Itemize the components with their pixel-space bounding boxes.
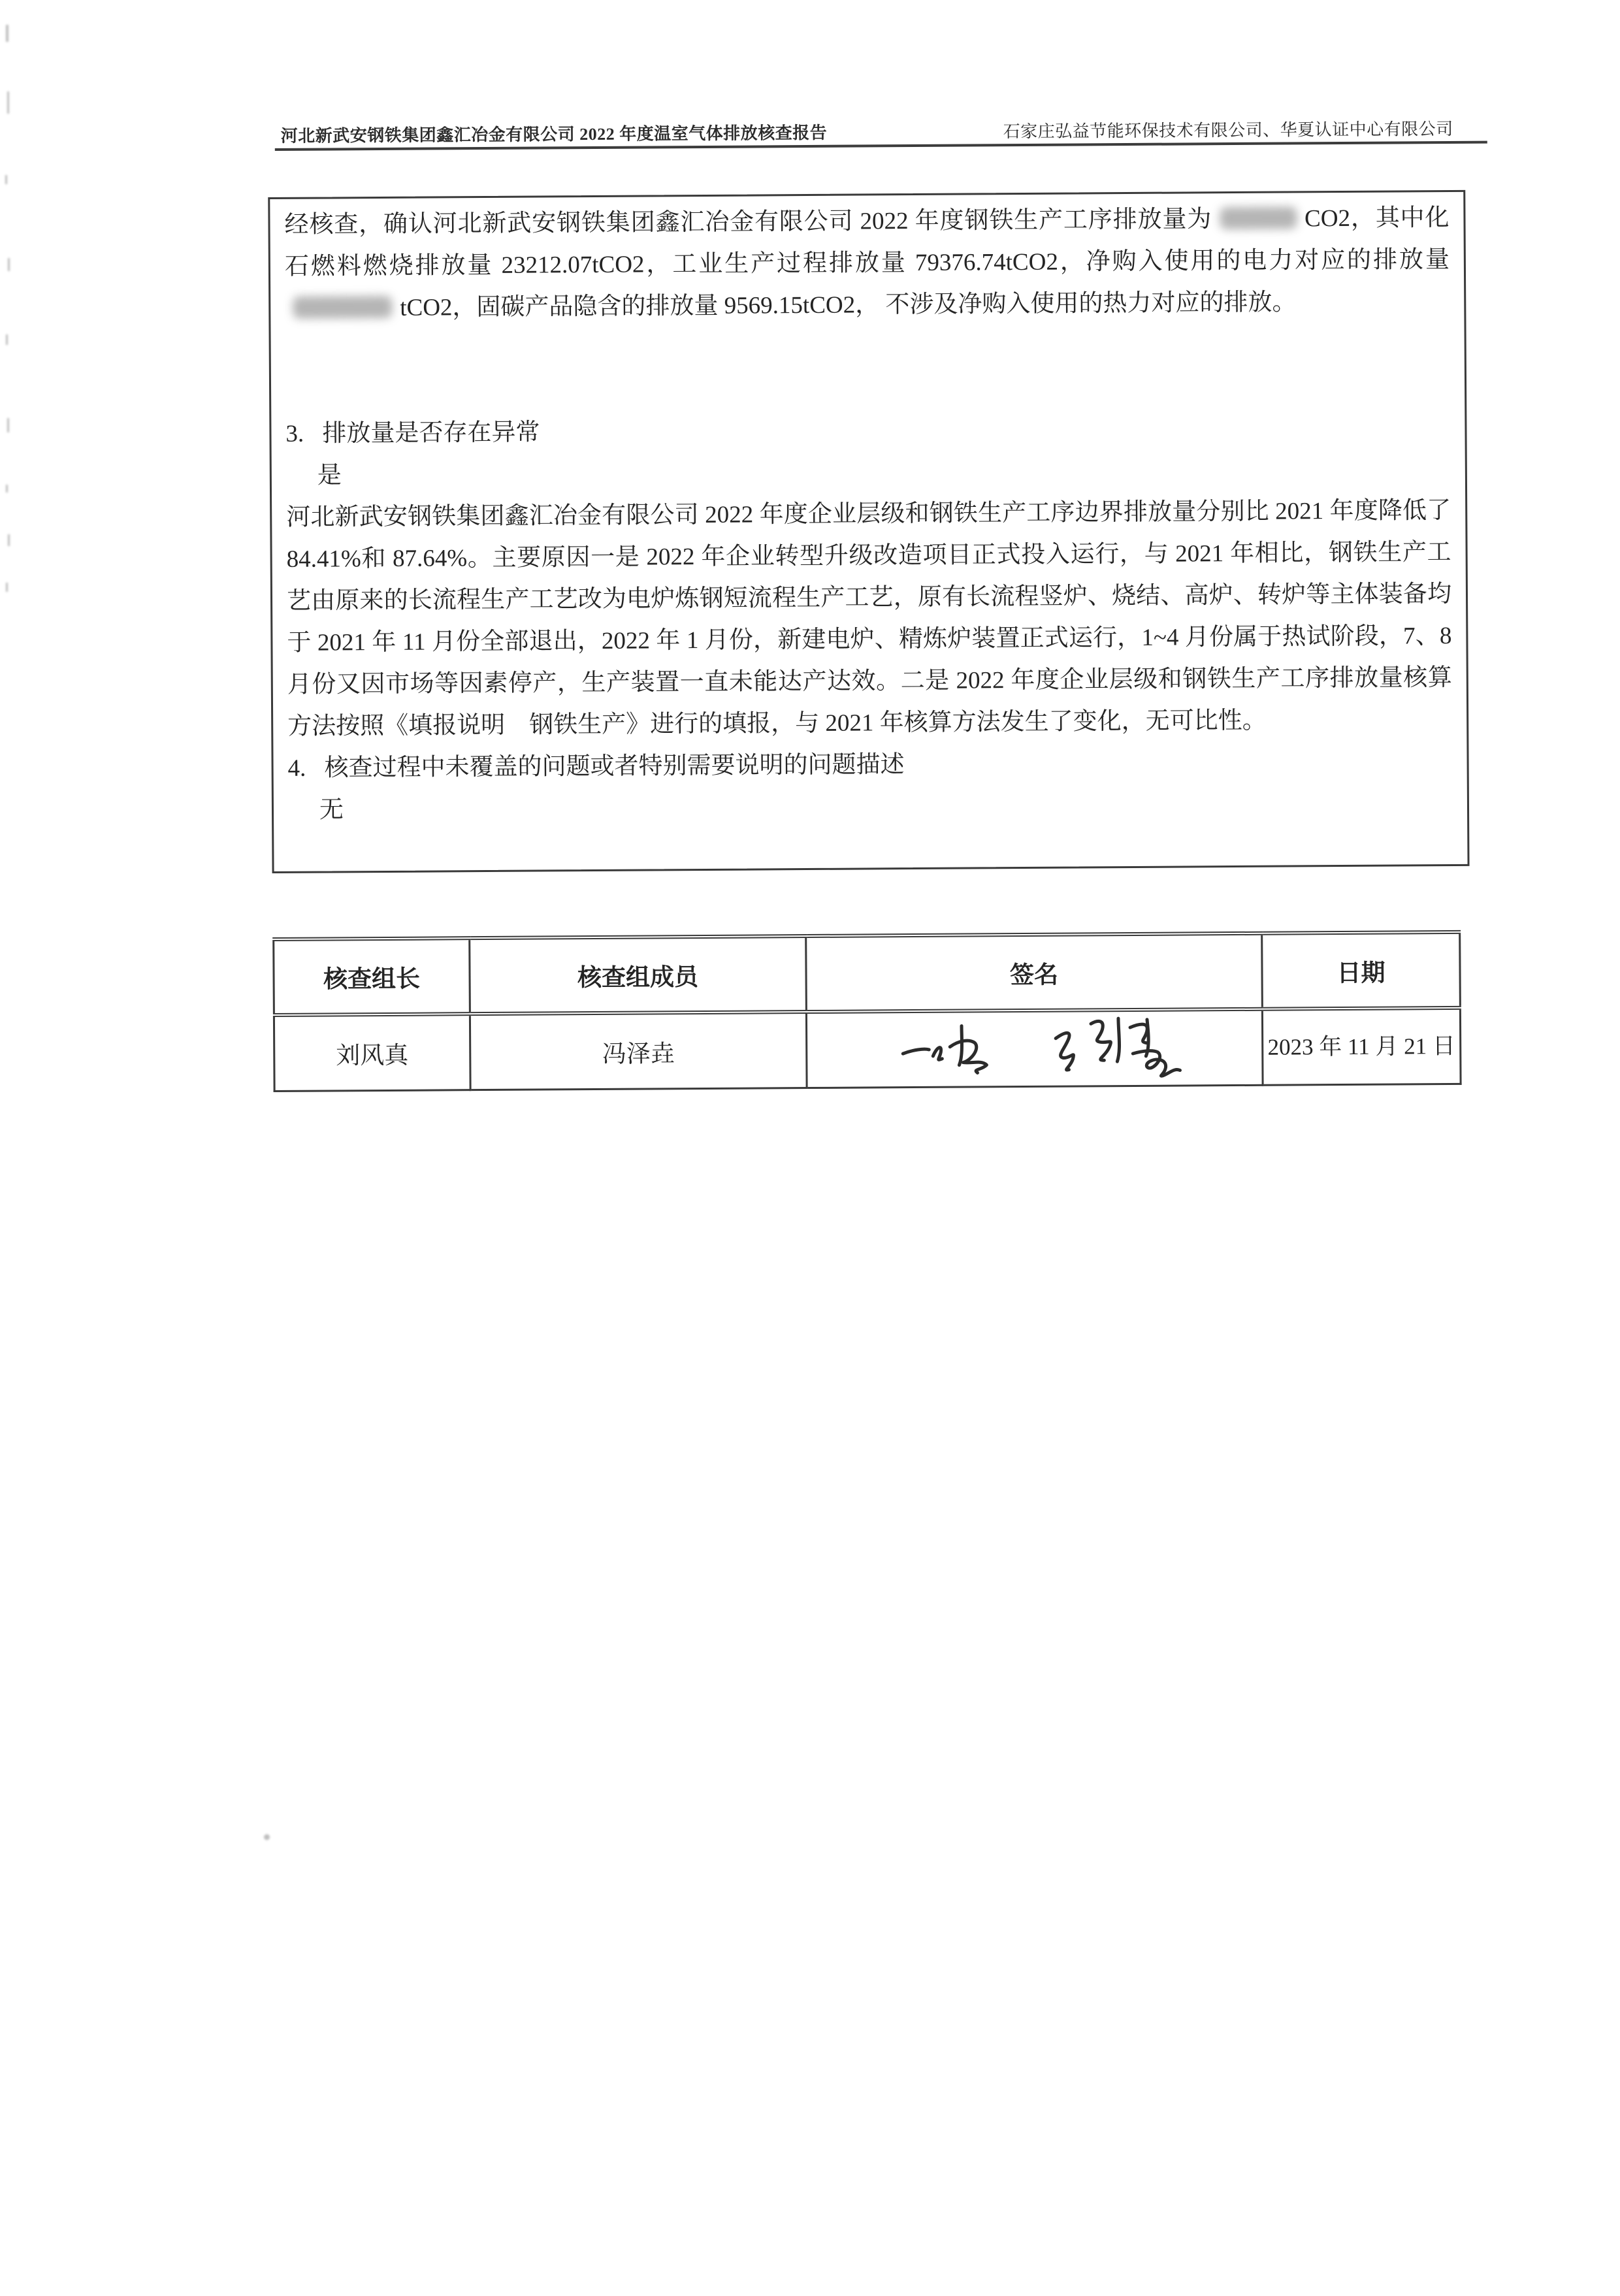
redacted-electricity-emissions-value xyxy=(293,296,392,319)
signature-cell xyxy=(806,1009,1263,1088)
verification-conclusion-box xyxy=(268,190,1469,873)
item3-answer: 是 xyxy=(317,462,342,489)
blank-gap xyxy=(285,323,1451,413)
summary-text-part3: tCO2，固碳产品隐含的排放量 9569.15tCO2， 不涉及净购入使用的热力对应的排放。 xyxy=(400,289,1297,321)
handwritten-signature-member xyxy=(1049,1012,1200,1084)
item4-number: 4. xyxy=(287,754,306,782)
handwritten-signature-leader xyxy=(899,1022,1004,1081)
report-title-header: 河北新武安钢铁集团鑫汇冶金有限公司 2022 年度温室气体排放核查报告 xyxy=(280,123,828,146)
column-header-team-members: 核查组成员 xyxy=(470,936,807,1014)
column-header-team-leader: 核查组长 xyxy=(274,938,470,1015)
item3-title: 排放量是否存在异常 xyxy=(322,419,540,447)
signoff-table xyxy=(272,930,1461,1092)
signoff-date: 2023 年 11 月 21 日 xyxy=(1262,1008,1461,1085)
summary-text-part2: CO2，其中化石燃料燃烧排放量 23212.07tCO2，工业生产过程排放量 79376.74tCO2，净购入使用的电力对应的排放量 xyxy=(284,204,1450,280)
verifier-organizations-header: 石家庄弘益节能环保技术有限公司、华夏认证中心有限公司 xyxy=(1003,119,1453,142)
item3-explanation-paragraph: 河北新武安钢铁集团鑫汇冶金有限公司 2022 年度企业层级和钢铁生产工序边界排放量分别比 2021 年度降低了 84.41%和 87.64%。主要原因一是 2022 年企业转型升级改造项目正式投入运行，与 2021 年相比，钢铁生产工艺由原来的长流程生产工艺改为电炉炼钢短流程生产工艺，原有长流程竖炉、烧结、高炉、转炉等主体装备均于 2021 年 11 月份全部退出，2022 年 1 月份，新建电炉、精炼炉装置正式运行，1~4 月份属于热试阶段，7、8 月份又因市场等因素停产，生产装置一直未能达产达效。二是 2022 年度企业层级和钢铁生产工序排放量核算方法按照《填报说明 钢铁生产》进行的填报，与 2021 年核算方法发生了变化，无可比性。 xyxy=(286,496,1452,740)
team-leader-name: 刘风真 xyxy=(274,1014,470,1091)
team-member-name: 冯泽垚 xyxy=(470,1012,807,1090)
item4-title: 核查过程中未覆盖的问题或者特别需要说明的问题描述 xyxy=(324,751,905,782)
item4-answer: 无 xyxy=(319,796,344,824)
item3-heading xyxy=(285,406,1450,455)
item3-number: 3. xyxy=(285,420,304,447)
emissions-summary-paragraph xyxy=(284,197,1450,330)
column-header-date: 日期 xyxy=(1262,932,1461,1009)
summary-text-part1: 经核查，确认河北新武安钢铁集团鑫汇冶金有限公司 2022 年度钢铁生产工序排放量为 xyxy=(284,206,1212,238)
item4-heading xyxy=(287,741,1452,790)
signoff-data-row xyxy=(274,1008,1461,1091)
signoff-header-row xyxy=(274,932,1461,1015)
column-header-signature: 签名 xyxy=(806,933,1263,1012)
redacted-total-emissions-value xyxy=(1220,206,1297,229)
